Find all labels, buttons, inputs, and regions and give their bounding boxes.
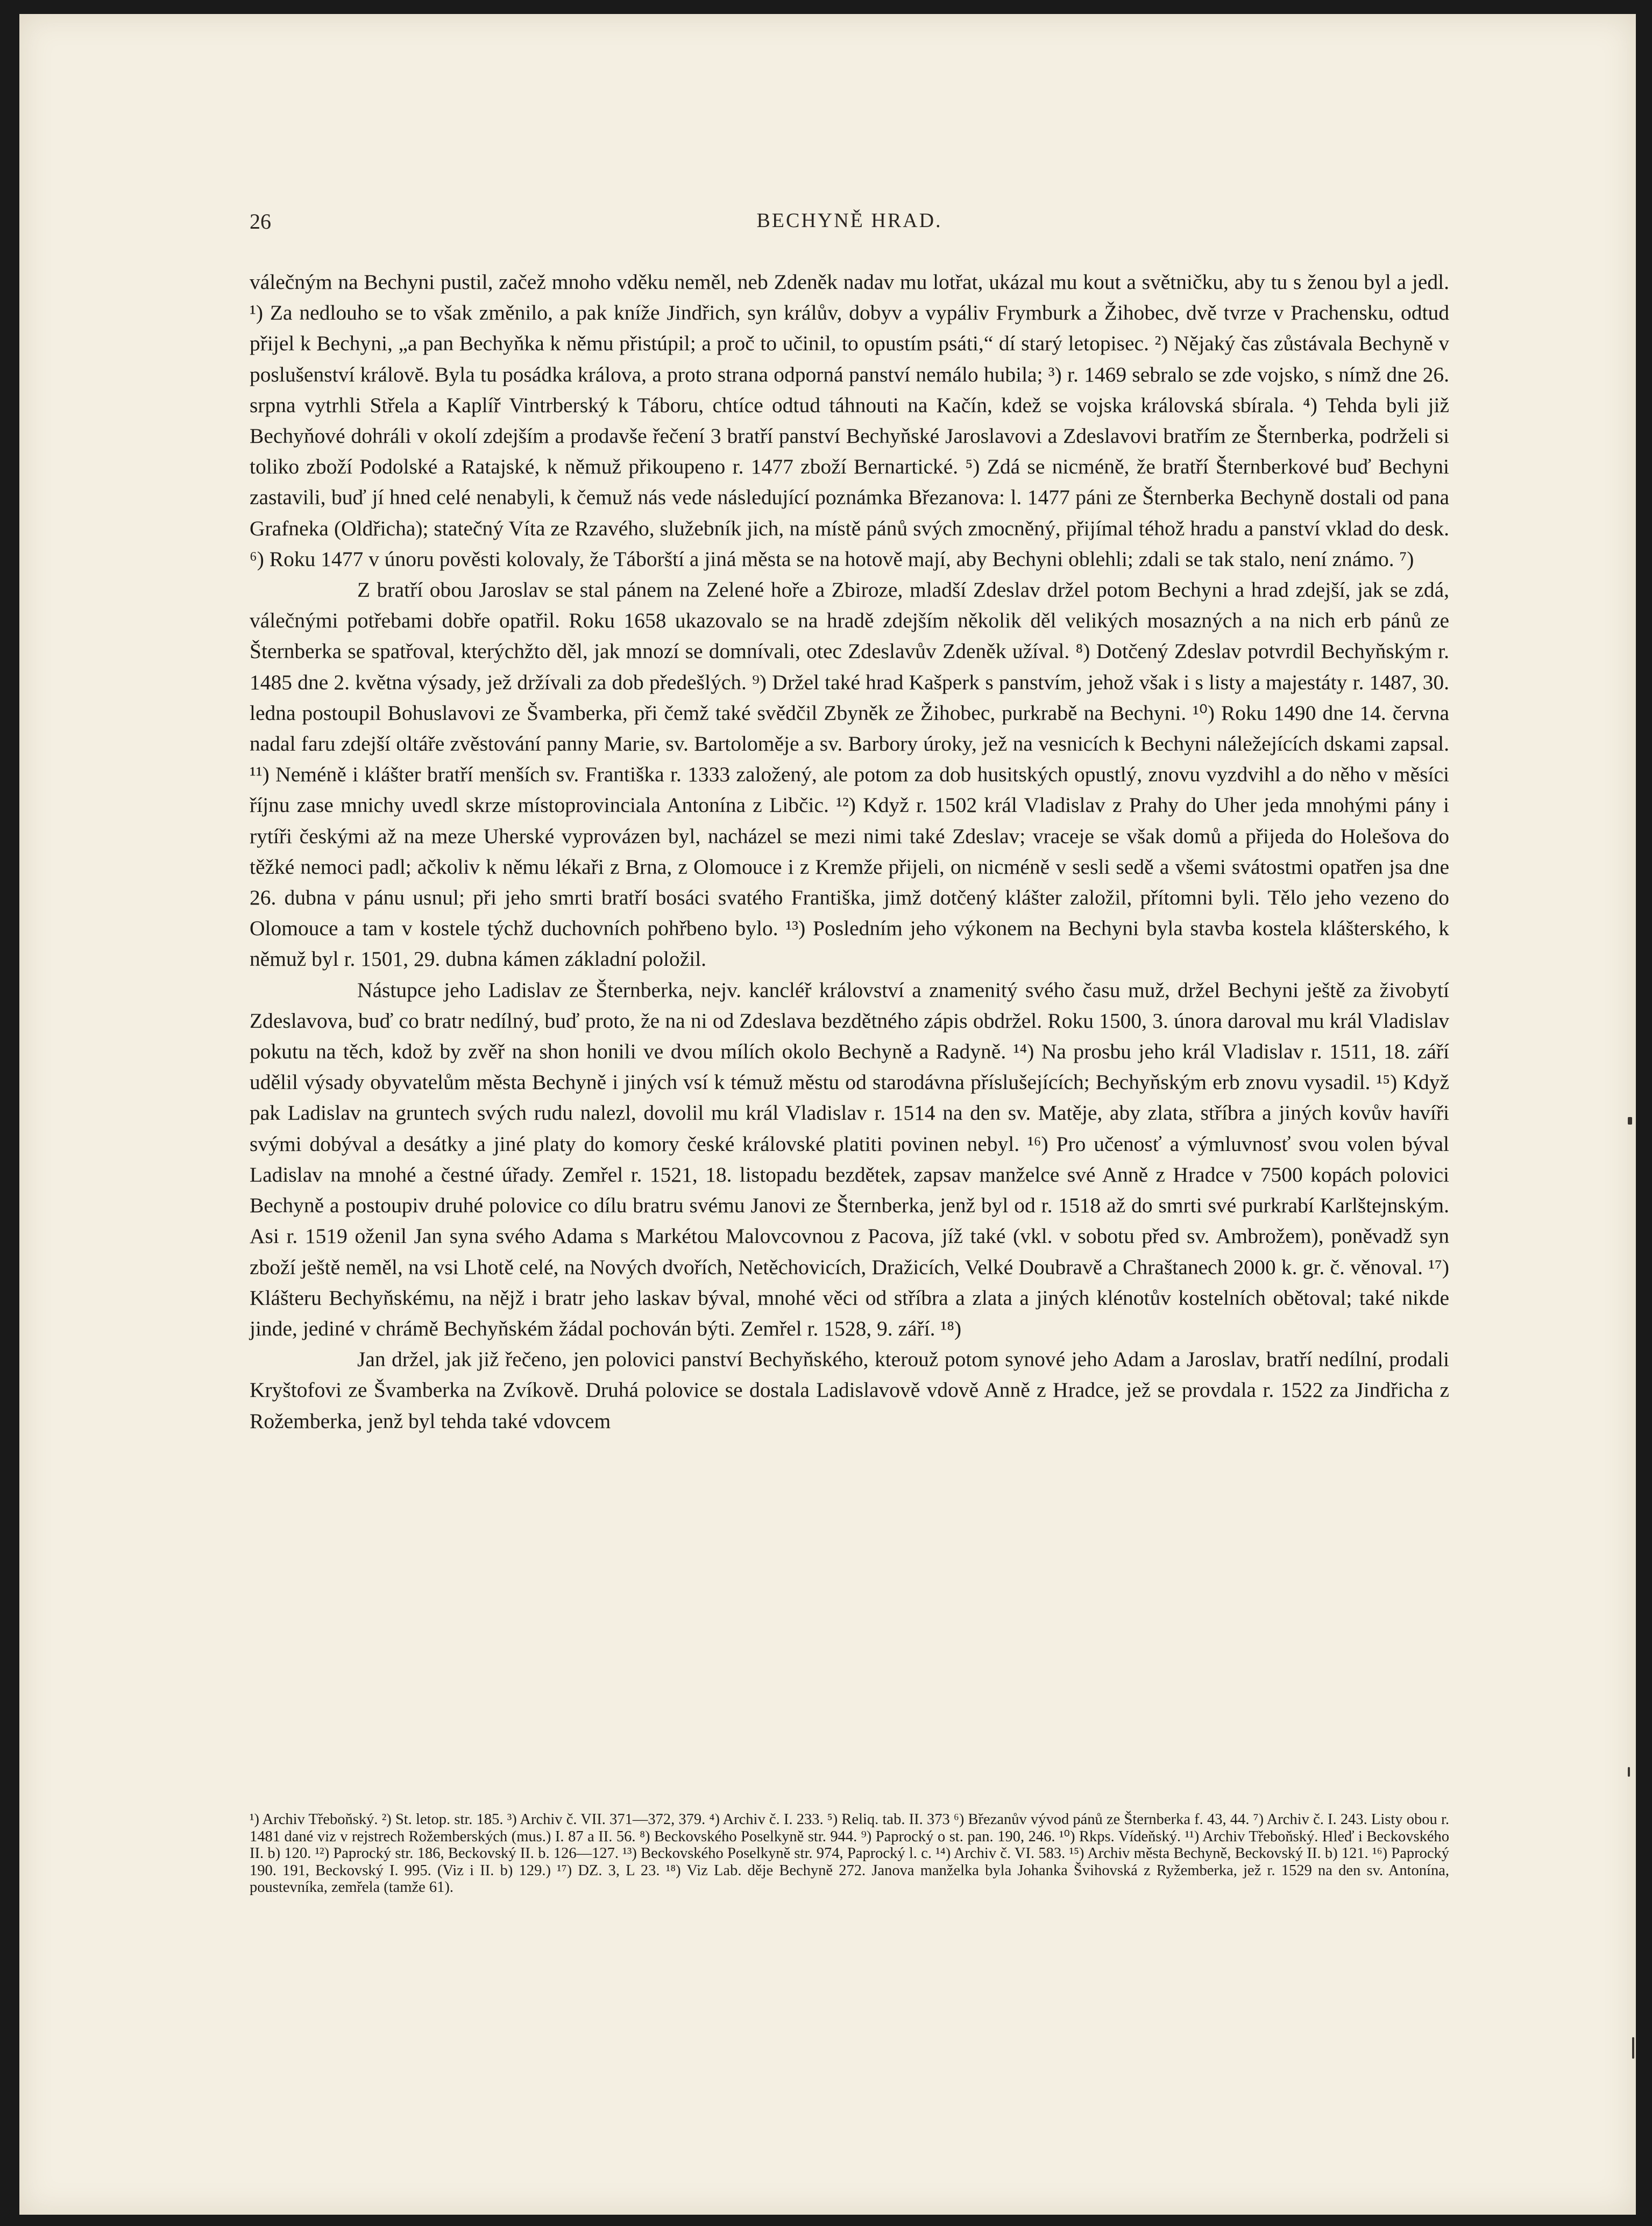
running-head — [250, 209, 1449, 241]
margin-mark — [1628, 1117, 1632, 1125]
margin-mark — [1632, 2037, 1634, 2059]
footnotes — [250, 1811, 1449, 1896]
book-page — [19, 14, 1636, 2215]
paragraph: Jan držel, jak již řečeno, jen polovici panství Bechyňského, kterouž potom synové jeho Adam a Jaroslav, bratří nedílní, prodali Kryštofovi ze Švamberka na Zvíkově. Druhá polovice se dostala Ladislavově vdově Anně z Hradce, jež se provdala r. 1522 za Jindřicha z Rožemberka, jenž byl tehda také vdovcem — [250, 1347, 1449, 1433]
margin-mark — [1628, 1767, 1630, 1777]
paragraph: válečným na Bechyni pustil, začež mnoho vděku neměl, neb Zdeněk nadav mu lotřat, ukázal mu kout a světničku, aby tu s ženou byl a jedl. ¹) Za nedlouho se to však změnilo, a pak kníže Jindřich, syn králův, dobyv a vypáliv Frymburk a Žihobec, dvě tvrze v Prachensku, odtud přijel k Bechyni, „a pan Bechyňka k němu přistúpil; a proč to učinil, to opustím psáti,“ dí starý letopisec. ²) Nějaký čas zůstávala Bechyně v poslušenství královĕ. Byla tu posádka králova, a proto strana odporná panství nemálo hubila; ³) r. 1469 sebralo se zde vojsko, s nímž dne 26. srpna vytrhli Střela a Kaplíř Vintrberský k Táboru, chtíce odtud táhnouti na Kačín, kdež se vojska královská sbírala. ⁴) Tehda byli již Bechyňové dohráli v okolí zdejším a prodavše řečení 3 bratří panství Bechyňské Jaroslavovi a Zdeslavovi bratřím ze Šternberka, podrželi si toliko zboží Podolské a Ratajské, k němuž přikoupeno r. 1477 zboží Bernartické. ⁵) Zdá se nicméně, že bratří Šternberkové buď Bechyni zastavili, buď jí hned celé nenabyli, k čemuž nás vede následující poznámka Březanova: l. 1477 páni ze Šternberka Bechyně dostali od pana Grafneka (Oldřicha); statečný Víta ze Rzavého, služebník jich, na místě pánů svých zmocněný, přijímal téhož hradu a panství vklad do desk. ⁶) Roku 1477 v únoru pověsti kolovaly, že Táborští a jiná města se na hotově mají, aby Bechyni oblehli; zdali se tak stalo, není známo. ⁷) — [250, 270, 1449, 571]
footnote-text: ¹) Archiv Třeboňský. ²) St. letop. str. 185. ³) Archiv č. VII. 371—372, 379. ⁴) Archiv č. I. 233. ⁵) Reliq. tab. II. 373 ⁶) Březanův vývod pánů ze Šternberka f. 43, 44. ⁷) Archiv č. I. 243. Listy obou r. 1481 dané viz v rejstrech Rožemberských (mus.) I. 87 a II. 56. ⁸) Beckovského Poselkyně str. 944. ⁹) Paprocký o st. pan. 190, 246. ¹⁰) Rkps. Vídeňský. ¹¹) Archiv Třeboňský. Hleď i Beckovského II. b) 120. ¹²) Paprocký str. 186, Beckovský II. b. 126—127. ¹³) Beckovského Poselkyně str. 974, Paprocký l. c. ¹⁴) Archiv č. VI. 583. ¹⁵) Archiv města Bechyně, Beckovský II. b) 121. ¹⁶) Paprocký 190. 191, Beckovský I. 995. (Viz i II. b) 129.) ¹⁷) DZ. 3, L 23. ¹⁸) Viz Lab. děje Bechyně 272. Janova manželka byla Johanka Švihovská z Ryžemberka, jež r. 1529 na den sv. Antonína, poustevníka, zemřela (tamže 61). — [250, 1811, 1449, 1896]
body-text — [250, 267, 1449, 1437]
page-number: 26 — [250, 209, 271, 234]
running-title: BECHYNĚ HRAD. — [756, 209, 942, 232]
paragraph: Z bratří obou Jaroslav se stal pánem na Zelené hoře a Zbiroze, mladší Zdeslav držel potom Bechyni a hrad zdejší, jak se zdá, válečnými potřebami dobře opatřil. Roku 1658 ukazovalo se na hradě zdejším několik děl velikých mosazných a na nich erb pánů ze Šternberka se spatřoval, kterýchžto děl, jak mnozí se domnívali, otec Zdeslavův Zdeněk užíval. ⁸) Dotčený Zdeslav potvrdil Bechyňským r. 1485 dne 2. května výsady, jež držívali za dob předešlých. ⁹) Držel také hrad Kašperk s panstvím, jehož však i s listy a majestáty r. 1487, 30. ledna postoupil Bohuslavovi ze Švamberka, při čemž také svědčil Zbyněk ze Žihobec, purkrabě na Bechyni. ¹⁰) Roku 1490 dne 14. června nadal faru zdejší oltáře zvěstování panny Marie, sv. Bartoloměje a sv. Barbory úroky, jež na vesnicích k Bechyni náležejících dskami zapsal. ¹¹) Neméně i klášter bratří menších sv. Františka r. 1333 založený, ale potom za dob husitských opustlý, znovu vyzdvihl a do něho v měsíci říjnu zase mnichy uvedl skrze místoprovinciala Antonína z Libčic. ¹²) Když r. 1502 král Vladislav z Prahy do Uher jeda mnohými pány i rytíři českými až na meze Uherské vyprovázen byl, nacházel se mezi nimi také Zdeslav; vraceje se však domů a přijeda do Holešova do těžké nemoci padl; ačkoliv k němu lékaři z Brna, z Olomouce i z Kremže přijeli, on nicméně v sesli sedě a všemi svátostmi opatřen jsa dne 26. dubna v pánu usnul; při jeho smrti bratří bosáci svatého Františka, jimž dotčený klášter založil, přítomni byli. Tělo jeho vezeno do Olomouce a tam v kostele týchž duchovních pohřbeno bylo. ¹³) Posledním jeho výkonem na Bechyni byla stavba kostela klášterského, k němuž byl r. 1501, 29. dubna kámen základní položil. — [250, 578, 1449, 971]
footnote-separator — [250, 1807, 1449, 1808]
paragraph: Nástupce jeho Ladislav ze Šternberka, nejv. kancléř království a znamenitý svého času muž, držel Bechyni ještě za živobytí Zdeslavova, buď co bratr nedílný, buď proto, že na ni od Zdeslava bezdětného zápis obdržel. Roku 1500, 3. února daroval mu král Vladislav pokutu na těch, kdož by zvěř na shon honili ve dvou mílích okolo Bechyně a Radyně. ¹⁴) Na prosbu jeho král Vladislav r. 1511, 18. září udělil výsady obyvatelům města Bechyně i jiných vsí k témuž městu od starodávna příslušejících; Bechyňským erb znovu vysadil. ¹⁵) Když pak Ladislav na gruntech svých rudu nalezl, dovolil mu král Vladislav r. 1514 na den sv. Matěje, aby zlata, stříbra a jiných kovův havíři svými dobýval a desátky a jiné platy do komory české královské platiti povinen nebyl. ¹⁶) Pro učenosť a výmluvnosť svou volen býval Ladislav na mnohé a čestné úřady. Zemřel r. 1521, 18. listopadu bezdětek, zapsav manželce své Anně z Hradce v 7500 kopách polovici Bechyně a postoupiv druhé polovice co dílu bratru svému Janovi ze Šternberka, jenž byl od r. 1518 až do smrti své purkrabí Karlštejnským. Asi r. 1519 oženil Jan syna svého Adama s Markétou Malovcovnou z Pacova, jíž také (vkl. v sobotu před sv. Ambrožem), poněvadž syn zboží ještě neměl, na vsi Lhotě celé, na Nových dvořích, Netěchovicích, Dražicích, Velké Doubravě a Chraštanech 2000 k. gr. č. věnoval. ¹⁷) Klášteru Bechyňskému, na nějž i bratr jeho laskav býval, mnohé věci od stříbra a zlata a jiných klénotův kostelních obětoval; také nikde jinde, jediné v chrámě Bechyňském žádal pochován býti. Zemřel r. 1528, 9. září. ¹⁸) — [250, 978, 1449, 1340]
